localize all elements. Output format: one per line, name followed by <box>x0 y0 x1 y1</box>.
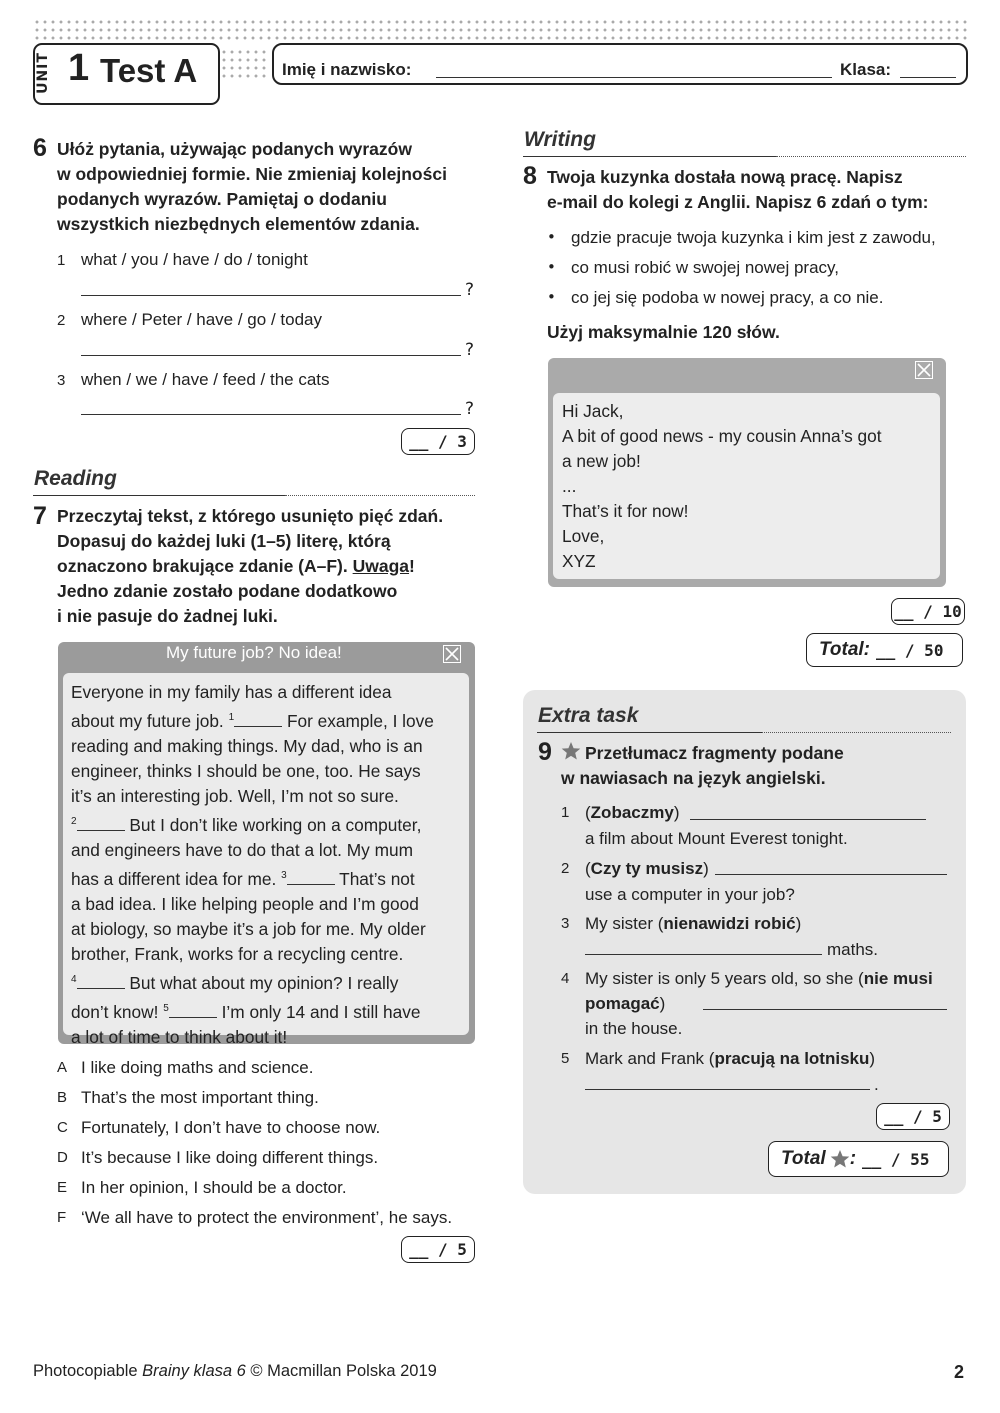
ex9-item-continuation: . <box>874 1075 879 1094</box>
question-mark: ? <box>465 280 475 300</box>
ex9-answer-line-3[interactable] <box>585 954 822 955</box>
ex8-bullet-text: co musi robić w swojej nowej pracy, <box>571 258 839 277</box>
exercise-9-instruction-2: w nawiasach na język angielski. <box>561 768 826 788</box>
gap-1 <box>234 712 282 727</box>
ex6-answer-line-2[interactable] <box>81 355 461 356</box>
ex6-answer-line-3[interactable] <box>81 414 461 415</box>
option-text: Fortunately, I don’t have to choose now. <box>81 1118 381 1137</box>
header-dots-middle <box>220 48 270 82</box>
option-letter: B <box>57 1089 68 1106</box>
ex8-score-box[interactable]: __ / 10 <box>891 598 965 625</box>
question-mark: ? <box>465 399 475 419</box>
test-title: Test A <box>100 52 198 89</box>
ex9-item-num: 3 <box>561 915 570 932</box>
question-mark: ? <box>465 340 475 360</box>
reading-rule-dotted <box>285 495 475 496</box>
gap-5 <box>169 1003 217 1018</box>
ex9-answer-line-1[interactable] <box>690 819 926 820</box>
ex9-item-num: 2 <box>561 860 570 877</box>
exercise-8-instruction: Twoja kuzynka dostała nową pracę. Napisz e-mail do kolegi z Anglii. Napisz 6 zdań o tym: <box>547 167 929 212</box>
option-text: In her opinion, I should be a doctor. <box>81 1178 347 1197</box>
option-text: It’s because I like doing different things. <box>81 1148 379 1167</box>
option-letter: C <box>57 1119 68 1136</box>
total-score-box[interactable]: Total: __ / 50 <box>806 633 963 667</box>
star-icon <box>830 1149 850 1169</box>
close-icon <box>443 645 461 663</box>
exercise-8-number: 8 <box>523 162 537 190</box>
writing-rule-dotted <box>776 156 966 157</box>
class-field[interactable] <box>900 77 956 78</box>
ex9-answer-line-5[interactable] <box>585 1089 870 1090</box>
extra-rule-dotted <box>762 732 951 733</box>
page-number: 2 <box>954 1362 965 1382</box>
option-letter: F <box>57 1209 67 1226</box>
reading-text: Everyone in my family has a different idea about my future job. $^1$ For example, I love reading and making things. My dad, who is an engineer, thinks I should be one, too. He says it’s an interesting job. Well, I’m not so sure. $^2$ But I don’t like working on a computer, and engineers have to do that a lot. My mum has a different idea for me. $^3$ That’s not a bad idea. I like helping people and I’m good at biology, so maybe it’s a job for me. My older brother, Frank, works for a recycling centre. $^4$ But what about my opinion? I really don’t know! $^5$ I’m only 14 and I still have a lot of time to think about it! <box>71 682 434 1048</box>
name-field[interactable] <box>436 77 832 78</box>
option-text: ‘We all have to protect the environment’, he says. <box>81 1208 453 1227</box>
ex8-bullet-text: gdzie pracuje twoja kuzynka i kim jest z zawodu, <box>571 228 936 247</box>
bullet: • <box>547 228 556 246</box>
ex6-item-prompt: what / you / have / do / tonight <box>81 250 308 269</box>
option-letter: A <box>57 1059 68 1076</box>
ex9-item-continuation: a film about Mount Everest tonight. <box>585 829 848 848</box>
ex9-item-text: My sister (nienawidzi robić) <box>585 914 802 933</box>
ex7-score-box[interactable]: __ / 5 <box>401 1236 475 1263</box>
ex9-item-text: (Zobaczmy) <box>585 803 680 822</box>
ex9-item-num: 1 <box>561 804 570 821</box>
ex9-score-box[interactable]: __ / 5 <box>876 1103 950 1130</box>
ex6-score-box[interactable]: __ / 3 <box>401 428 475 455</box>
bullet: • <box>547 258 556 276</box>
option-text: I like doing maths and science. <box>81 1058 314 1077</box>
bullet: • <box>547 288 556 306</box>
ex8-bullet-text: co jej się podoba w nowej pracy, a co nie. <box>571 288 884 307</box>
name-label: Imię i nazwisko: <box>282 60 412 79</box>
uwaga-word: Uwaga <box>352 556 410 576</box>
unit-number: 1 <box>68 47 90 89</box>
close-icon <box>915 361 933 379</box>
star-icon <box>561 741 581 765</box>
ex9-item-text-2: pomagać) <box>585 994 666 1013</box>
exercise-9-number: 9 <box>538 738 552 766</box>
ex9-item-continuation: maths. <box>827 940 879 959</box>
ex9-item-text: My sister is only 5 years old, so she (nie musi <box>585 969 933 988</box>
ex9-item-num: 4 <box>561 970 570 987</box>
ex9-answer-line-2[interactable] <box>715 874 947 875</box>
exercise-6-number: 6 <box>33 134 47 162</box>
gap-3 <box>287 870 335 885</box>
ex6-item-prompt: where / Peter / have / go / today <box>81 310 322 329</box>
class-label: Klasa: <box>840 60 892 79</box>
reading-rule <box>33 495 285 496</box>
ex9-item-num: 5 <box>561 1050 570 1067</box>
ex9-answer-line-4[interactable] <box>703 1009 947 1010</box>
ex6-item-num: 2 <box>57 312 66 329</box>
exercise-9-instruction-1: Przetłumacz fragmenty podane <box>585 743 844 763</box>
ex6-answer-line-1[interactable] <box>81 295 461 296</box>
reading-heading: Reading <box>34 467 117 490</box>
total-star-score-box[interactable]: Total : __ / 55 <box>768 1141 949 1177</box>
gap-4 <box>77 974 125 989</box>
email-text: Hi Jack, A bit of good news - my cousin Anna’s got a new job! ... That’s it for now! Love, XYZ <box>562 401 882 571</box>
option-text: That’s the most important thing. <box>81 1088 319 1107</box>
ex6-item-prompt: when / we / have / feed / the cats <box>81 370 330 389</box>
ex9-item-text: (Czy ty musisz) <box>585 859 709 878</box>
writing-heading: Writing <box>524 128 596 151</box>
exercise-7-instruction: Przeczytaj tekst, z którego usunięto pięć zdań. Dopasuj do każdej luki (1–5) literę, którą oznaczono brakujące zdanie (A–F). Uwaga! Jedno zdanie zostało podane dodatkowo i nie pasuje do żadnej luki. <box>57 506 444 626</box>
header-dots <box>33 18 968 40</box>
exercise-7-number: 7 <box>33 502 47 530</box>
ex6-item-num: 3 <box>57 372 66 389</box>
unit-label: UNIT <box>34 52 51 94</box>
option-letter: D <box>57 1149 68 1166</box>
extra-rule <box>537 732 762 733</box>
extra-task-heading: Extra task <box>538 704 639 727</box>
ex9-item-text: Mark and Frank (pracują na lotnisku) <box>585 1049 876 1068</box>
writing-rule <box>523 156 776 157</box>
ex6-item-num: 1 <box>57 252 66 269</box>
gap-2 <box>77 816 125 831</box>
reading-text-title: My future job? No idea! <box>166 643 342 662</box>
ex9-item-continuation: in the house. <box>585 1019 683 1038</box>
exercise-6-instruction: Ułóż pytania, używając podanych wyrazów w odpowiedniej formie. Nie zmieniaj kolejności podanych wyrazów. Pamiętaj o dodaniu wszystkich niezbędnych elementów zdania. <box>57 139 447 234</box>
option-letter: E <box>57 1179 68 1196</box>
ex9-item-continuation: use a computer in your job? <box>585 885 795 904</box>
footer-copyright: Photocopiable Brainy klasa 6 © Macmillan Polska 2019 <box>33 1362 437 1380</box>
max-words-note: Użyj maksymalnie 120 słów. <box>547 322 780 342</box>
